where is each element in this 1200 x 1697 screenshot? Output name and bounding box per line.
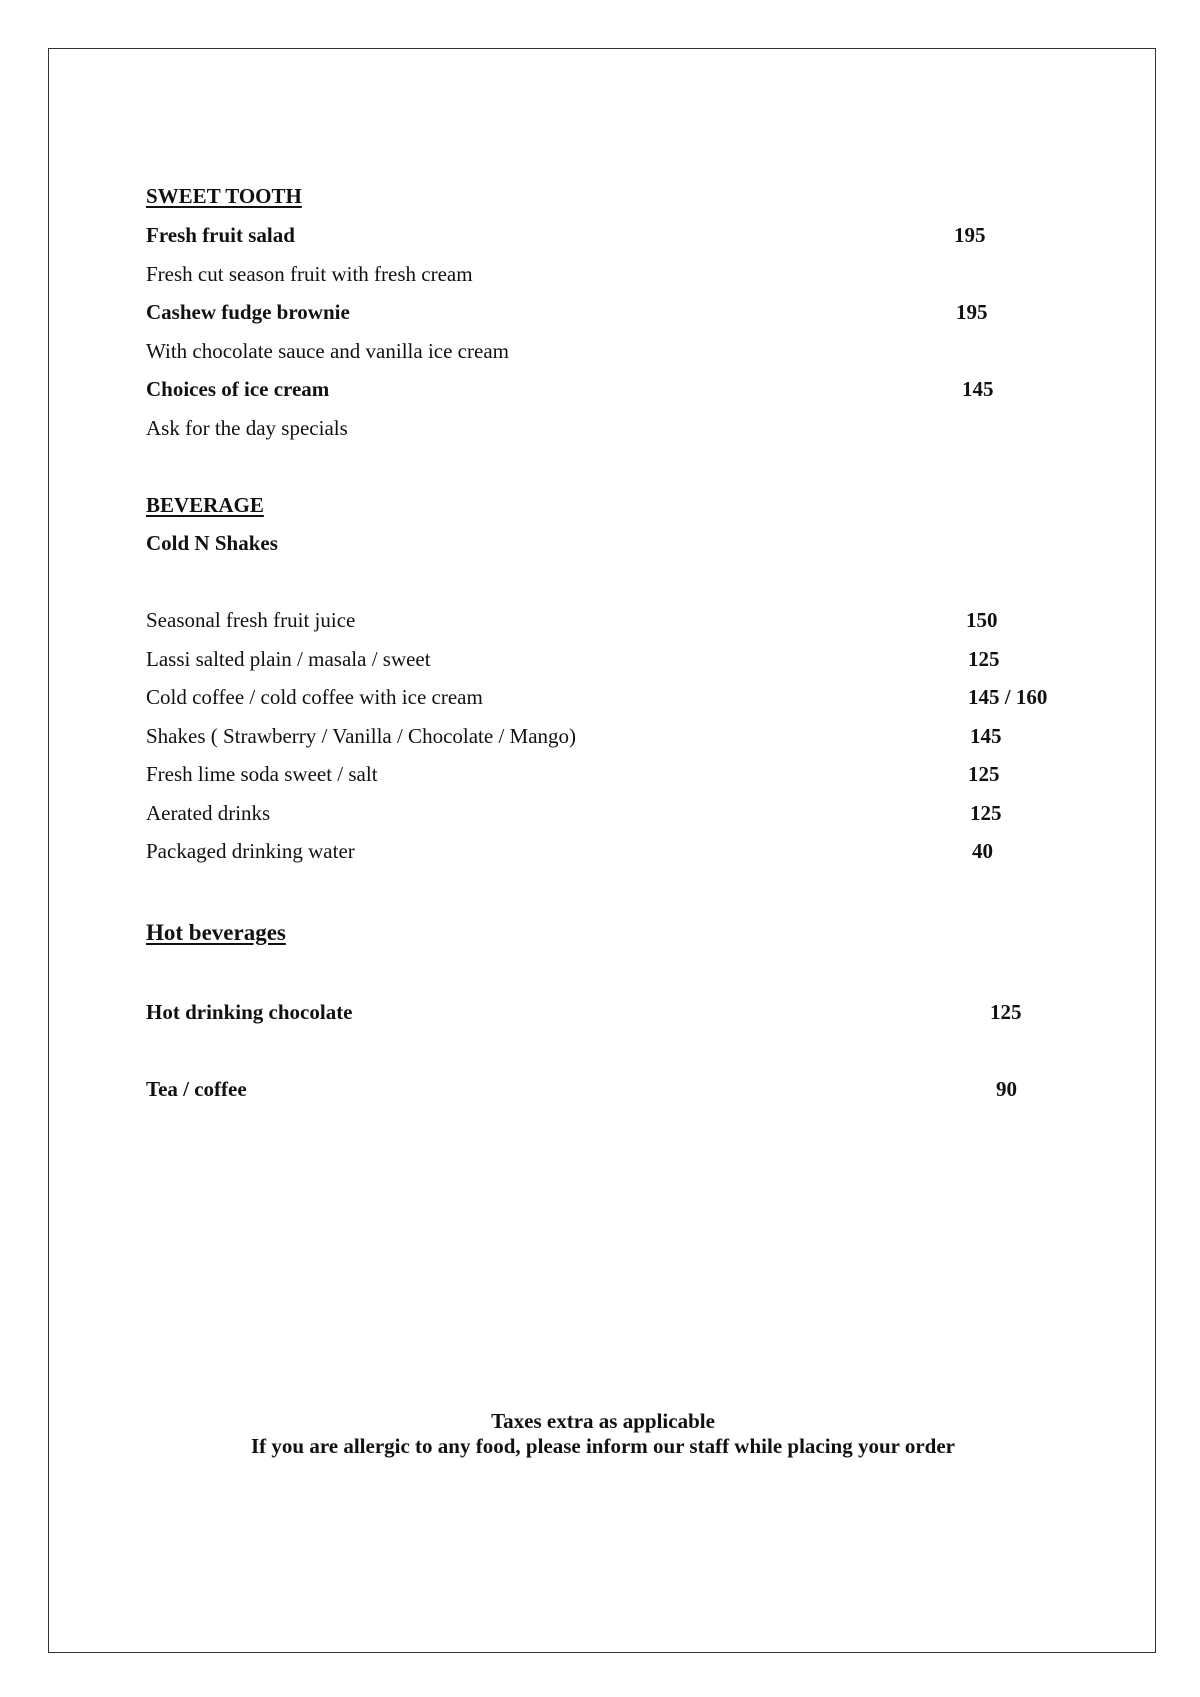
menu-item-price: 150 bbox=[966, 608, 998, 632]
menu-item-name: Packaged drinking water bbox=[146, 839, 355, 863]
menu-item-price: 145 bbox=[970, 724, 1002, 748]
menu-item-price: 125 bbox=[968, 647, 1000, 671]
section-heading-beverage: BEVERAGE bbox=[146, 493, 264, 517]
menu-item-price: 145 / 160 bbox=[968, 685, 1048, 709]
menu-item-description: Fresh cut season fruit with fresh cream bbox=[146, 262, 473, 286]
subsection-heading-cold-n-shakes: Cold N Shakes bbox=[146, 531, 278, 555]
menu-item-price: 125 bbox=[990, 1000, 1022, 1024]
section-heading-sweet-tooth: SWEET TOOTH bbox=[146, 184, 302, 208]
menu-item-price: 125 bbox=[970, 801, 1002, 825]
menu-item-name: Cold coffee / cold coffee with ice cream bbox=[146, 685, 483, 709]
footer-taxes-note: Taxes extra as applicable bbox=[491, 1409, 715, 1433]
menu-item-price: 195 bbox=[956, 300, 988, 324]
menu-item-description: With chocolate sauce and vanilla ice cream bbox=[146, 339, 509, 363]
menu-item-price: 90 bbox=[996, 1077, 1017, 1101]
footer-allergy-note: If you are allergic to any food, please inform our staff while placing your order bbox=[250, 1434, 956, 1458]
menu-item-name: Fresh fruit salad bbox=[146, 223, 295, 247]
menu-item-price: 195 bbox=[954, 223, 986, 247]
menu-item-name: Hot drinking chocolate bbox=[146, 1000, 353, 1024]
menu-item-name: Seasonal fresh fruit juice bbox=[146, 608, 356, 632]
menu-item-description: Ask for the day specials bbox=[146, 416, 348, 440]
section-heading-hot-beverages: Hot beverages bbox=[146, 920, 286, 945]
menu-item-name: Fresh lime soda sweet / salt bbox=[146, 762, 378, 786]
menu-item-name: Tea / coffee bbox=[146, 1077, 247, 1101]
menu-item-price: 125 bbox=[968, 762, 1000, 786]
menu-item-name: Choices of ice cream bbox=[146, 377, 330, 401]
menu-item-price: 145 bbox=[962, 377, 994, 401]
menu-item-name: Shakes ( Strawberry / Vanilla / Chocolate / Mango) bbox=[146, 724, 577, 748]
menu-item-name: Lassi salted plain / masala / sweet bbox=[146, 647, 431, 671]
menu-item-name: Cashew fudge brownie bbox=[146, 300, 350, 324]
menu-item-name: Aerated drinks bbox=[146, 801, 271, 825]
menu-item-price: 40 bbox=[972, 839, 993, 863]
